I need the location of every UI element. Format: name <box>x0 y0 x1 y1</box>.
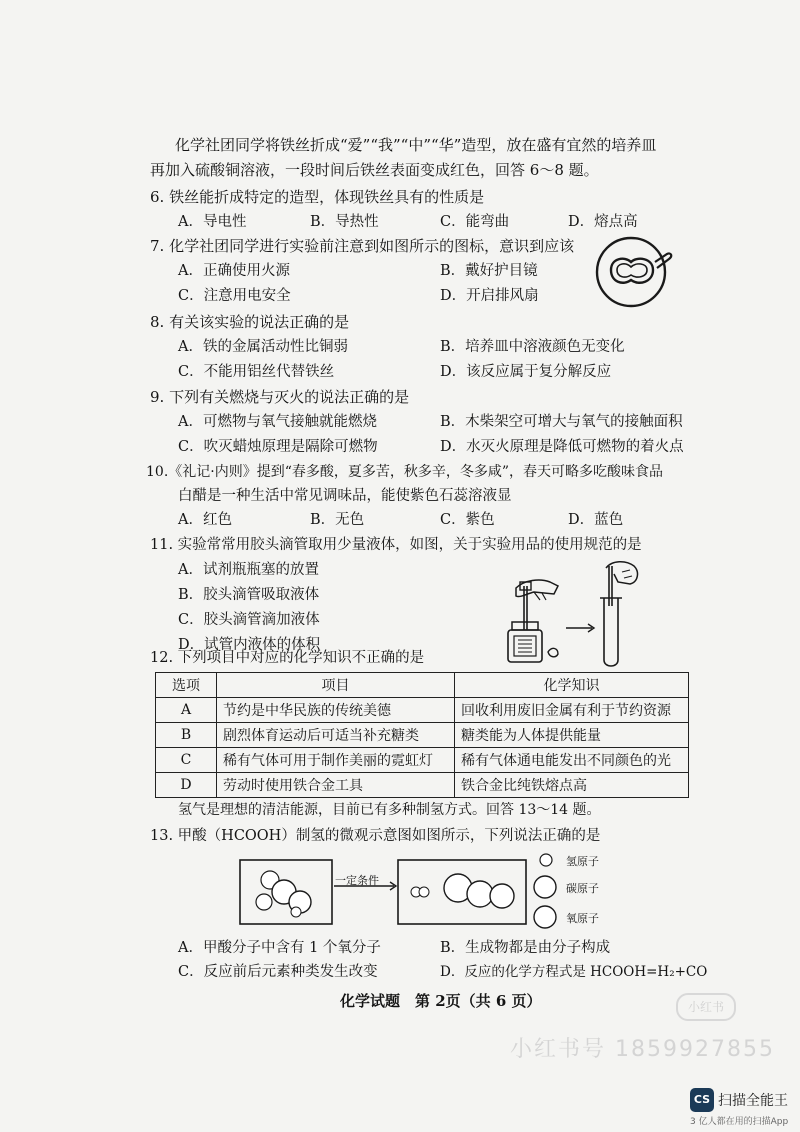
q9-option-b: B．木柴架空可增大与氧气的接触面积 <box>440 414 683 430</box>
table-header-item: 项目 <box>217 673 455 698</box>
intro-line-1: 化学社团同学将铁丝折成“爱”“我”“中”“华”造型，放在盛有宜然的培养皿 <box>175 136 657 154</box>
question-6-stem: 6. 铁丝能折成特定的造型，体现铁丝具有的性质是 <box>150 188 485 206</box>
q7-option-b: B．戴好护目镜 <box>440 263 538 279</box>
q11-option-c: C．胶头滴管滴加液体 <box>178 612 320 628</box>
table-row <box>156 723 689 748</box>
q10-option-d: D．蓝色 <box>568 512 624 528</box>
q6-option-d: D．熔点高 <box>568 214 638 230</box>
question-9-stem: 9. 下列有关燃烧与灭火的说法正确的是 <box>150 388 410 406</box>
table-cell-knowledge: 糖类能为人体提供能量 <box>455 723 689 748</box>
q10-option-c: C．紫色 <box>440 512 495 528</box>
scanner-tagline: 3 亿人都在用的扫描App <box>690 1117 789 1127</box>
scanner-app-name: 扫描全能王 <box>718 1093 788 1109</box>
table-cell-knowledge: 稀有气体通电能发出不同颜色的光 <box>455 748 689 773</box>
table-header-option: 选项 <box>156 673 217 698</box>
reaction-condition-label: 一定条件 <box>335 874 379 887</box>
legend-oxygen: 氧原子 <box>566 912 599 925</box>
question-13-stem: 13. 甲酸（HCOOH）制氢的微观示意图如图所示，下列说法正确的是 <box>150 828 601 844</box>
table-cell-item: 节约是中华民族的传统美德 <box>217 698 455 723</box>
table-cell-option: C <box>156 748 217 773</box>
table-cell-knowledge: 回收利用废旧金属有利于节约资源 <box>455 698 689 723</box>
hydrogen-atom-icon <box>538 852 554 868</box>
table-row <box>156 698 689 723</box>
table-header-row <box>156 673 689 698</box>
legend-hydrogen: 氢原子 <box>566 855 599 868</box>
question-7-stem: 7. 化学社团同学进行实验前注意到如图所示的图标，意识到应该 <box>150 237 575 255</box>
table-cell-item: 剧烈体育运动后可适当补充糖类 <box>217 723 455 748</box>
q8-option-c: C．不能用铝丝代替铁丝 <box>178 364 335 380</box>
carbon-atom-icon <box>532 874 558 900</box>
question-10-stem: 10.《礼记·内则》提到“春多酸，夏多苦，秋多辛，冬多咸”，春天可略多吃酸味食品 <box>146 464 664 480</box>
q13-option-d: D．反应的化学方程式是 HCOOH=H₂+CO <box>440 964 708 980</box>
q11-option-b: B．胶头滴管吸取液体 <box>178 587 320 603</box>
q7-option-c: C．注意用电安全 <box>178 288 291 304</box>
q13-option-c: C．反应前后元素种类发生改变 <box>178 964 378 980</box>
camscanner-icon: CS <box>690 1088 714 1112</box>
q9-option-c: C．吹灭蜡烛原理是隔除可燃物 <box>178 439 378 455</box>
legend-carbon: 碳原子 <box>566 882 599 895</box>
table-row <box>156 748 689 773</box>
q11-option-d: D．试管内液体的体积 <box>178 637 321 653</box>
table-header-knowledge: 化学知识 <box>455 673 689 698</box>
question-11-stem: 11. 实验常常用胶头滴管取用少量液体，如图，关于实验用品的使用规范的是 <box>150 537 642 553</box>
intro-line-2: 再加入硫酸铜溶液，一段时间后铁丝表面变成红色，回答 6～8 题。 <box>150 161 599 179</box>
page-footer: 化学试题 第 2页（共 6 页） <box>340 992 542 1010</box>
q9-option-d: D．水灭火原理是降低可燃物的着火点 <box>440 439 684 455</box>
reaction-diagram <box>240 858 530 928</box>
table-cell-option: A <box>156 698 217 723</box>
q13-option-b: B．生成物都是由分子构成 <box>440 940 611 956</box>
oxygen-atom-icon <box>532 904 558 930</box>
table-cell-item: 稀有气体可用于制作美丽的霓虹灯 <box>217 748 455 773</box>
safety-goggles-icon <box>595 232 675 310</box>
table-row <box>156 773 689 798</box>
xiaohongshu-logo: 小红书 <box>676 993 736 1021</box>
question-12-stem: 12. 下列项目中对应的化学知识不正确的是 <box>150 650 425 666</box>
q7-option-d: D．开启排风扇 <box>440 288 539 304</box>
q8-option-b: B．培养皿中溶液颜色无变化 <box>440 339 625 355</box>
q10-option-b: B．无色 <box>310 512 365 528</box>
q6-option-b: B．导热性 <box>310 214 379 230</box>
q8-option-d: D．该反应属于复分解反应 <box>440 364 612 380</box>
table-cell-item: 劳动时使用铁合金工具 <box>217 773 455 798</box>
q10-option-a: A．红色 <box>178 512 232 528</box>
q8-option-a: A．铁的金属活动性比铜弱 <box>178 339 348 355</box>
table-cell-option: D <box>156 773 217 798</box>
watermark-id: 小红书号 1859927855 <box>510 1037 775 1062</box>
table-cell-knowledge: 铁合金比纯铁熔点高 <box>455 773 689 798</box>
q6-option-a: A．导电性 <box>178 214 247 230</box>
question-10-stem-2: 白醋是一种生活中常见调味品，能使紫色石蕊溶液显 <box>178 488 512 504</box>
table-cell-option: B <box>156 723 217 748</box>
q7-option-a: A．正确使用火源 <box>178 263 290 279</box>
question-8-stem: 8. 有关该实验的说法正确的是 <box>150 313 350 331</box>
q11-option-a: A．试剂瓶瓶塞的放置 <box>178 562 319 578</box>
dropper-illustration <box>494 560 664 670</box>
q13-option-a: A．甲酸分子中含有 1 个氧分子 <box>178 940 381 956</box>
knowledge-table <box>155 672 689 798</box>
q9-option-a: A．可燃物与氧气接触就能燃烧 <box>178 414 377 430</box>
q6-option-c: C．能弯曲 <box>440 214 510 230</box>
hydrogen-intro: 氢气是理想的清洁能源，目前已有多种制氢方式。回答 13～14 题。 <box>178 802 601 818</box>
